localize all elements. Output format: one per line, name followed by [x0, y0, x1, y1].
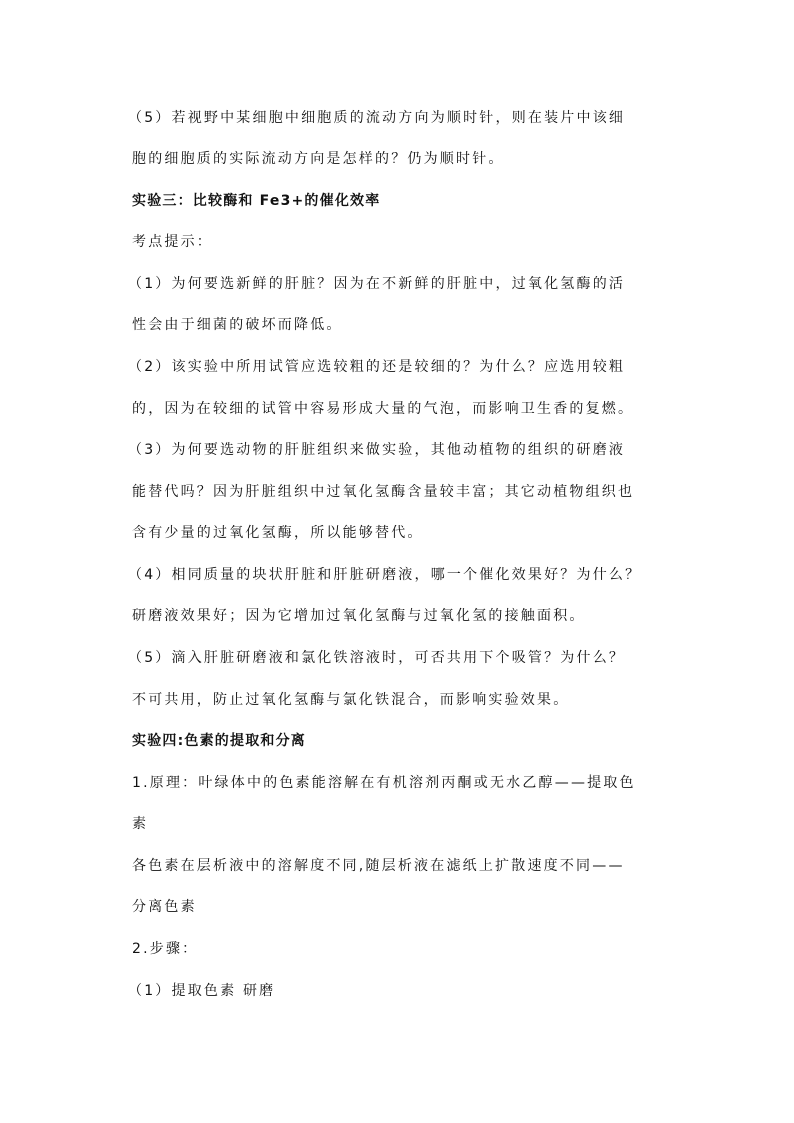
- paragraph-line: 的，因为在较细的试管中容易形成大量的气泡，而影响卫生香的复燃。: [132, 401, 635, 417]
- paragraph-line: （3）为何要选动物的肝脏组织来做实验，其他动植物的组织的研磨液: [128, 442, 626, 458]
- paragraph-line: 不可共用，防止过氧化氢酶与氯化铁混合，而影响实验效果。: [132, 692, 570, 708]
- paragraph-line: 能替代吗？因为肝脏组织中过氧化氢酶含量较丰富；其它动植物组织也: [132, 484, 635, 500]
- paragraph-line: 考点提示：: [132, 234, 213, 250]
- paragraph-line: （5）滴入肝脏研磨液和氯化铁溶液时，可否共用下个吸管？为什么？: [128, 650, 626, 666]
- paragraph-line: 2.步骤：: [132, 941, 199, 957]
- paragraph-line: 胞的细胞质的实际流动方向是怎样的？仍为顺时针。: [132, 151, 505, 167]
- paragraph-line: （5）若视野中某细胞中细胞质的流动方向为顺时针，则在装片中该细: [128, 110, 626, 126]
- paragraph-line: （2）该实验中所用试管应选较粗的还是较细的？为什么？应选用较粗: [128, 359, 626, 375]
- paragraph-line: 各色素在层析液中的溶解度不同,随层析液在滤纸上扩散速度不同——: [132, 858, 625, 874]
- paragraph-line: 素: [132, 816, 149, 832]
- paragraph-line: （1）提取色素 研磨: [128, 983, 276, 999]
- paragraph-line: 含有少量的过氧化氢酶，所以能够替代。: [132, 525, 424, 541]
- paragraph-line: 研磨液效果好；因为它增加过氧化氢酶与过氧化氢的接触面积。: [132, 608, 586, 624]
- paragraph-line: 1.原理：叶绿体中的色素能溶解在有机溶剂丙酮或无水乙醇——提取色: [132, 775, 636, 791]
- paragraph-line: 分离色素: [132, 899, 197, 915]
- paragraph-line: （4）相同质量的块状肝脏和肝脏研磨液，哪一个催化效果好？为什么？: [128, 567, 642, 583]
- section-heading: 实验三：比较酶和 Fe3+的催化效率: [132, 193, 381, 209]
- paragraph-line: 性会由于细菌的破坏而降低。: [132, 317, 343, 333]
- paragraph-line: （1）为何要选新鲜的肝脏？因为在不新鲜的肝脏中，过氧化氢酶的活: [128, 276, 626, 292]
- section-heading: 实验四:色素的提取和分离: [132, 733, 306, 749]
